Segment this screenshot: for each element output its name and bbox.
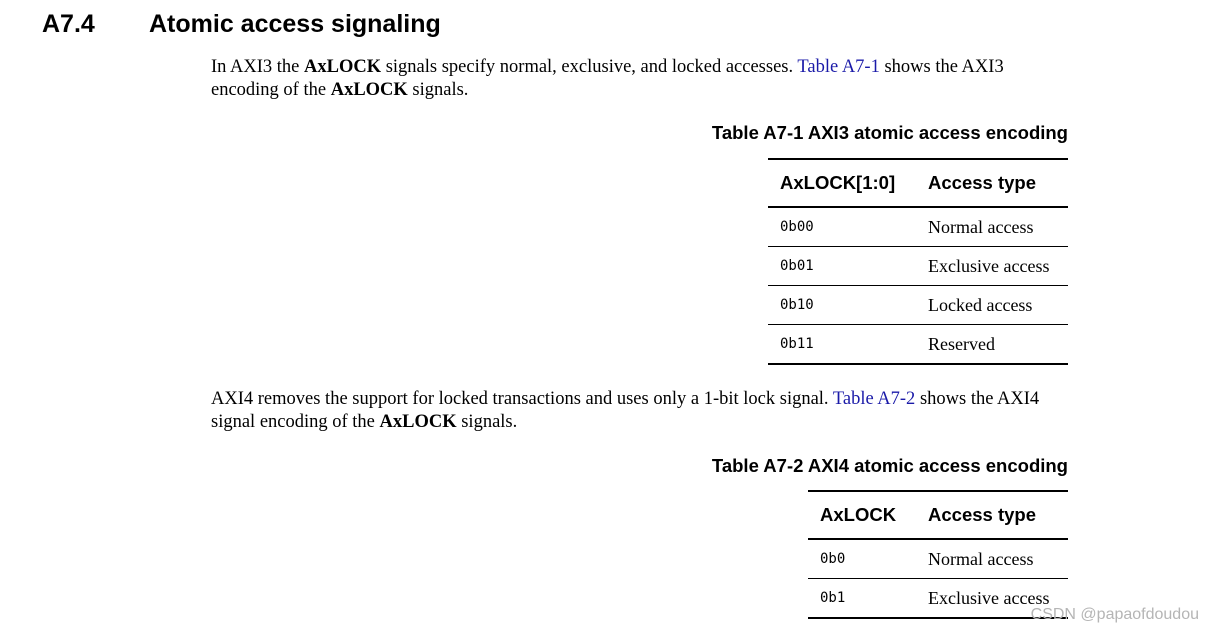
access-type: Locked access (916, 286, 1068, 325)
table-a7-1-caption: Table A7-1 AXI3 atomic access encoding (711, 122, 1068, 143)
table-header-row (768, 159, 1068, 207)
paragraph-line (211, 56, 1071, 79)
text-run: signals. (407, 80, 469, 100)
text-run: AXI4 removes the support for locked transactions and uses only a 1-bit lock signal. (211, 389, 833, 409)
table-row (768, 286, 1068, 325)
table-row (808, 579, 1068, 619)
text-run: signals specify normal, exclusive, and locked accesses. (381, 57, 798, 77)
paragraph-line (211, 388, 1071, 411)
encoding-value: 0b0 (808, 539, 916, 579)
encoding-value: 0b10 (768, 286, 916, 325)
axi4-paragraph (211, 388, 1071, 434)
table-row (768, 325, 1068, 365)
column-header: AxLOCK[1:0] (768, 159, 916, 207)
access-type: Exclusive access (916, 247, 1068, 286)
section-number: A7.4 (42, 10, 95, 38)
text-run: encoding of the (211, 80, 331, 100)
access-type: Normal access (916, 207, 1068, 247)
encoding-value: 0b1 (820, 590, 846, 606)
access-type: Reserved (928, 333, 995, 354)
table-header-row (808, 491, 1068, 539)
text-run: shows the AXI4 (915, 389, 1040, 409)
text-run: signals. (456, 412, 518, 432)
column-header: Access type (916, 159, 1068, 207)
encoding-value: 0b01 (768, 247, 916, 286)
table-row (768, 207, 1068, 247)
table-a7-2-link[interactable]: Table A7-2 (832, 389, 916, 409)
signal-name: AxLOCK (330, 80, 408, 100)
watermark: CSDN @papaofdoudou (1030, 606, 1199, 623)
access-type: Normal access (916, 539, 1068, 579)
encoding-value: 0b00 (768, 207, 916, 247)
table-a7-2 (808, 490, 1068, 619)
encoding-value: 0b11 (780, 336, 814, 352)
signal-name: AxLOCK (379, 412, 457, 432)
paragraph-line (211, 411, 1071, 434)
signal-name: AxLOCK (304, 57, 382, 77)
table-a7-2-caption: Table A7-2 AXI4 atomic access encoding (711, 455, 1068, 476)
text-run: In AXI3 the (211, 57, 304, 77)
intro-paragraph (211, 56, 1071, 102)
column-header: Access type (916, 491, 1068, 539)
paragraph-line (211, 79, 1071, 102)
text-run: signal encoding of the (211, 412, 380, 432)
access-type: Exclusive access (928, 587, 1050, 608)
column-header: AxLOCK (808, 491, 916, 539)
table-a7-1-link[interactable]: Table A7-1 (797, 57, 880, 77)
table-row (808, 539, 1068, 579)
section-title: Atomic access signaling (149, 10, 441, 38)
table-row (768, 247, 1068, 286)
table-a7-1 (768, 158, 1068, 365)
text-run: shows the AXI3 (879, 57, 1004, 77)
